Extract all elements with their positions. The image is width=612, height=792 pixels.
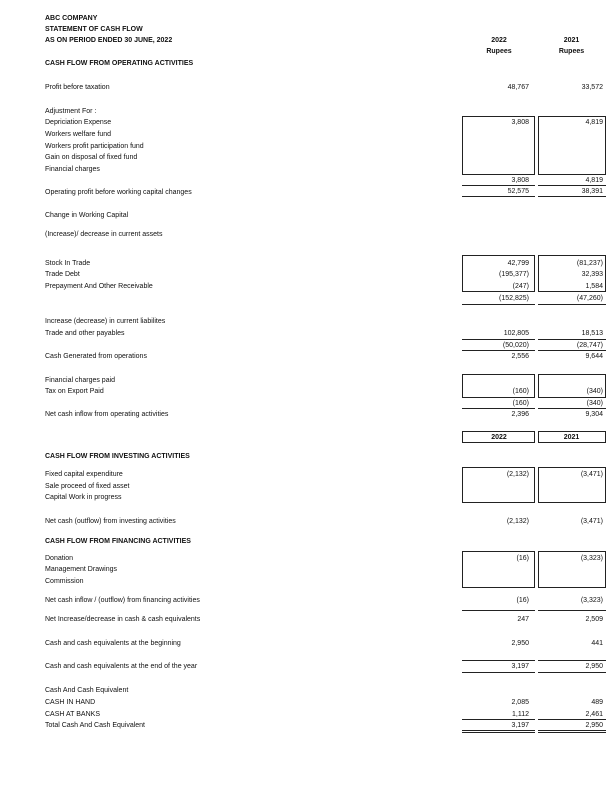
op-profit-label: Operating profit before working capital changes bbox=[45, 189, 192, 196]
divider bbox=[462, 408, 535, 409]
investing-year-prior: 2021 bbox=[563, 434, 580, 441]
financing-net-2022: (16) bbox=[516, 597, 529, 604]
divider bbox=[538, 719, 606, 720]
financing-item-2022: (16) bbox=[516, 555, 529, 562]
total-cash-2022: 3,197 bbox=[511, 722, 529, 729]
currency-current-header: Rupees bbox=[486, 48, 512, 55]
wc-total-2021: (28,747) bbox=[576, 342, 603, 349]
tax-label: Tax on Export Paid bbox=[45, 388, 104, 395]
double-underline bbox=[538, 732, 606, 733]
operating-section-title: CASH FLOW FROM OPERATING ACTIVITIES bbox=[45, 60, 194, 67]
currency-prior-header: Rupees bbox=[558, 48, 585, 55]
cash-equivalents-title: Cash And Cash Equivalent bbox=[45, 687, 129, 694]
current-asset-label: Stock In Trade bbox=[45, 260, 91, 267]
divider bbox=[462, 304, 535, 305]
adjustment-item-2021: 4,819 bbox=[585, 119, 603, 126]
tax-2022: (160) bbox=[512, 388, 529, 395]
current-asset-label: Prepayment And Other Receivable bbox=[45, 283, 153, 290]
cash-at-banks-2021: 2,461 bbox=[585, 711, 603, 718]
current-liabilities-label: Increase (decrease) in current liabilites bbox=[45, 318, 166, 325]
divider bbox=[538, 185, 606, 186]
current-asset-2021: (81,237) bbox=[576, 260, 603, 267]
financing-item-label: Donation bbox=[45, 555, 74, 562]
adjustment-label: Adjustment For : bbox=[45, 108, 97, 115]
divider bbox=[462, 350, 535, 351]
divider bbox=[538, 350, 606, 351]
generated-2022: 2,556 bbox=[511, 353, 529, 360]
beginning-cash-2021: 441 bbox=[591, 640, 603, 647]
tax-2021: (340) bbox=[586, 388, 603, 395]
generated-label: Cash Generated from operations bbox=[45, 353, 147, 360]
adjustment-item-label: Depriciation Expense bbox=[45, 119, 112, 126]
financing-item-label: Commission bbox=[45, 578, 84, 585]
total-cash-2021: 2,950 bbox=[585, 722, 603, 729]
investing-net-2021: (3,471) bbox=[580, 518, 603, 525]
operating-net-2022: 2,396 bbox=[511, 411, 529, 418]
profit-2021: 33,572 bbox=[581, 84, 603, 91]
beginning-cash-2022: 2,950 bbox=[511, 640, 529, 647]
divider bbox=[538, 610, 606, 611]
divider bbox=[462, 660, 535, 661]
adjust-total-2021: 4,819 bbox=[585, 177, 603, 184]
wc-total-2022: (50,020) bbox=[502, 342, 529, 349]
current-asset-label: Trade Debt bbox=[45, 271, 80, 278]
financing-item-label: Management Drawings bbox=[45, 566, 117, 573]
financing-net-label: Net cash inflow / (outflow) from financing activities bbox=[45, 597, 200, 604]
divider bbox=[538, 304, 606, 305]
current-asset-2021: 32,393 bbox=[581, 271, 603, 278]
divider bbox=[462, 185, 535, 186]
investing-item-label: Fixed capital expenditure bbox=[45, 471, 123, 478]
working-capital-label: Change in Working Capital bbox=[45, 212, 129, 219]
cash-at-banks-label: CASH AT BANKS bbox=[45, 711, 100, 718]
total-cash-label: Total Cash And Cash Equivalent bbox=[45, 722, 146, 729]
investing-item-2022: (2,132) bbox=[506, 471, 529, 478]
payables-2021: 18,513 bbox=[581, 330, 603, 337]
year-current-header: 2022 bbox=[491, 37, 507, 44]
operating-net-label: Net cash inflow from operating activities bbox=[45, 411, 169, 418]
current-asset-2022: (247) bbox=[512, 283, 529, 290]
company-name: ABC COMPANY bbox=[45, 15, 98, 22]
current-asset-2021: 1,584 bbox=[585, 283, 603, 290]
divider bbox=[462, 196, 535, 197]
adjustment-item-2022: 3,808 bbox=[511, 119, 529, 126]
adjustment-item-label: Gain on disposal of fixed fund bbox=[45, 154, 138, 161]
operating-net-2021: 9,304 bbox=[585, 411, 603, 418]
investing-year-current: 2022 bbox=[491, 434, 507, 441]
ending-cash-2022: 3,197 bbox=[511, 663, 529, 670]
current-asset-2022: 42,799 bbox=[507, 260, 529, 267]
generated-2021: 9,644 bbox=[585, 353, 603, 360]
adjustment-item-label: Workers welfare fund bbox=[45, 131, 112, 138]
cash-in-hand-2022: 2,085 bbox=[511, 699, 529, 706]
investing-item-2021: (3,471) bbox=[580, 471, 603, 478]
current-asset-2022: (195,377) bbox=[499, 271, 529, 278]
year-prior-header: 2021 bbox=[563, 37, 580, 44]
op-profit-2021: 38,391 bbox=[581, 188, 603, 195]
current-assets-total-2021: (47,260) bbox=[576, 295, 603, 302]
investing-net-2022: (2,132) bbox=[506, 518, 529, 525]
op-profit-2022: 52,575 bbox=[507, 188, 529, 195]
ending-cash-label: Cash and cash equivalents at the end of the year bbox=[45, 663, 198, 670]
financing-section-title: CASH FLOW FROM FINANCING ACTIVITIES bbox=[45, 538, 191, 545]
adjustment-item-label: Workers profit participation fund bbox=[45, 143, 144, 150]
statement-title: STATEMENT OF CASH FLOW bbox=[45, 26, 143, 33]
investing-item-label: Sale proceed of fixed asset bbox=[45, 483, 130, 490]
ending-cash-2021: 2,950 bbox=[585, 663, 603, 670]
divider bbox=[538, 660, 606, 661]
net-change-2022: 247 bbox=[517, 616, 529, 623]
tax-total-2022: (160) bbox=[512, 400, 529, 407]
divider bbox=[538, 196, 606, 197]
double-underline bbox=[538, 730, 606, 731]
current-assets-label: (Increase)/ decrease in current assets bbox=[45, 231, 163, 238]
adjust-total-2022: 3,808 bbox=[511, 177, 529, 184]
double-underline bbox=[462, 730, 535, 731]
profit-label: Profit before taxation bbox=[45, 84, 110, 91]
beginning-cash-label: Cash and cash equivalents at the beginning bbox=[45, 640, 181, 647]
payables-label: Trade and other payables bbox=[45, 330, 125, 337]
cash-at-banks-2022: 1,112 bbox=[512, 711, 529, 718]
period-label: AS ON PERIOD ENDED 30 JUNE, 2022 bbox=[45, 37, 173, 44]
divider bbox=[538, 408, 606, 409]
divider bbox=[462, 672, 535, 673]
divider bbox=[538, 672, 606, 673]
cash-in-hand-label: CASH IN HAND bbox=[45, 699, 96, 706]
net-change-label: Net Increase/decrease in cash & cash equivalents bbox=[45, 616, 201, 623]
divider bbox=[462, 610, 535, 611]
divider bbox=[538, 339, 606, 340]
double-underline bbox=[462, 732, 535, 733]
cash-in-hand-2021: 489 bbox=[591, 699, 603, 706]
investing-section-title: CASH FLOW FROM INVESTING ACTIVITIES bbox=[45, 453, 190, 460]
adjustment-item-label: Financial charges bbox=[45, 166, 100, 173]
divider bbox=[462, 339, 535, 340]
financing-item-2021: (3,323) bbox=[580, 555, 603, 562]
tax-total-2021: (340) bbox=[586, 400, 603, 407]
financing-net-2021: (3,323) bbox=[580, 597, 603, 604]
financial-charges-paid-label: Financial charges paid bbox=[45, 377, 116, 384]
current-assets-total-2022: (152,825) bbox=[499, 295, 529, 302]
investing-item-label: Capital Work in progress bbox=[45, 494, 122, 501]
profit-2022: 48,767 bbox=[507, 84, 529, 91]
divider bbox=[462, 719, 535, 720]
net-change-2021: 2,509 bbox=[585, 616, 603, 623]
payables-2022: 102,805 bbox=[503, 330, 529, 337]
investing-net-label: Net cash (outflow) from investing activities bbox=[45, 518, 176, 525]
